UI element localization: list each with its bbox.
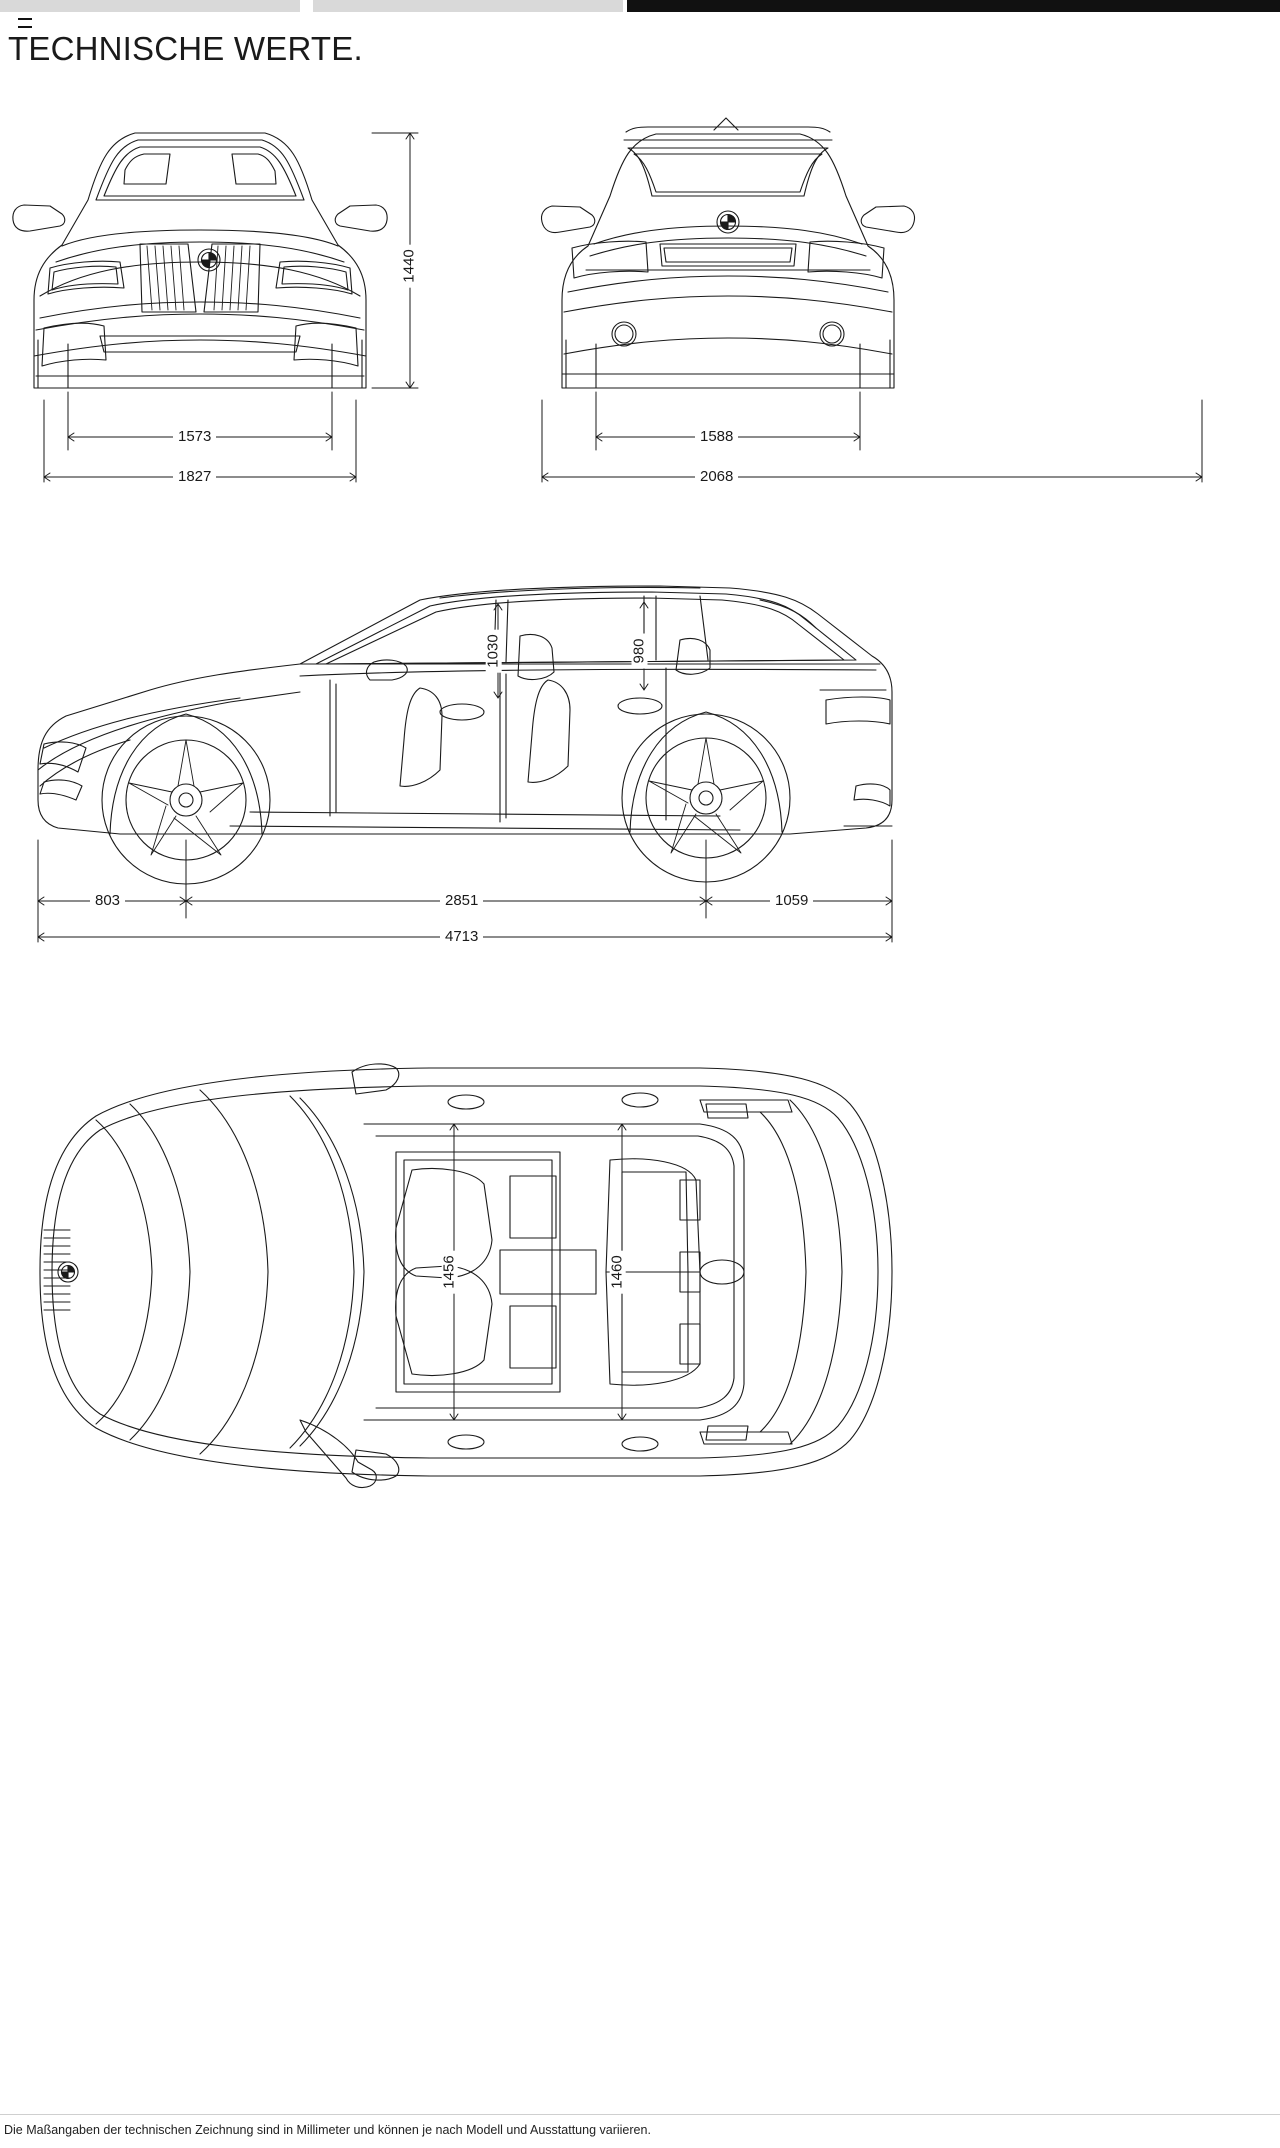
dimension-wheelbase-2851: 2851: [440, 893, 483, 909]
dimension-track-rear-1588: 1588: [695, 429, 738, 445]
hamburger-menu-icon[interactable]: [18, 18, 32, 28]
dimension-width-total-2068: 2068: [695, 469, 738, 485]
side-view-headroom-dimensions: [494, 602, 648, 698]
dimension-width-mirrors-1827: 1827: [173, 469, 216, 485]
progress-segment-2: [313, 0, 623, 12]
top-view-dimensions: [450, 1124, 626, 1420]
dimension-front-overhang-803: 803: [90, 893, 125, 909]
dimension-headroom-rear-980: 980: [632, 633, 648, 668]
rear-view-dimensions: [542, 392, 1202, 482]
dimension-track-front-1573: 1573: [173, 429, 216, 445]
progress-bar: [0, 0, 1280, 12]
dimension-length-4713: 4713: [440, 929, 483, 945]
rear-view-car: [541, 118, 914, 388]
page-title: TECHNISCHE WERTE.: [8, 30, 363, 67]
dimension-shoulder-rear-1460: 1460: [610, 1250, 626, 1293]
progress-segment-1: [0, 0, 300, 12]
dimension-rear-overhang-1059: 1059: [770, 893, 813, 909]
footnote: Die Maßangaben der technischen Zeichnung sind in Millimeter und können je nach Modell und Ausstattung variieren.: [0, 2114, 1280, 2137]
dimension-height-1440: 1440: [402, 244, 418, 287]
top-view-car: [40, 1064, 892, 1488]
progress-segment-3: [627, 0, 1280, 12]
front-view-car: [13, 133, 387, 388]
dimension-headroom-front-1030: 1030: [486, 629, 502, 672]
front-view-dimensions: [44, 133, 418, 482]
side-view-dimensions: [38, 840, 892, 942]
dimension-shoulder-front-1456: 1456: [442, 1250, 458, 1293]
side-view-car: [38, 586, 892, 884]
